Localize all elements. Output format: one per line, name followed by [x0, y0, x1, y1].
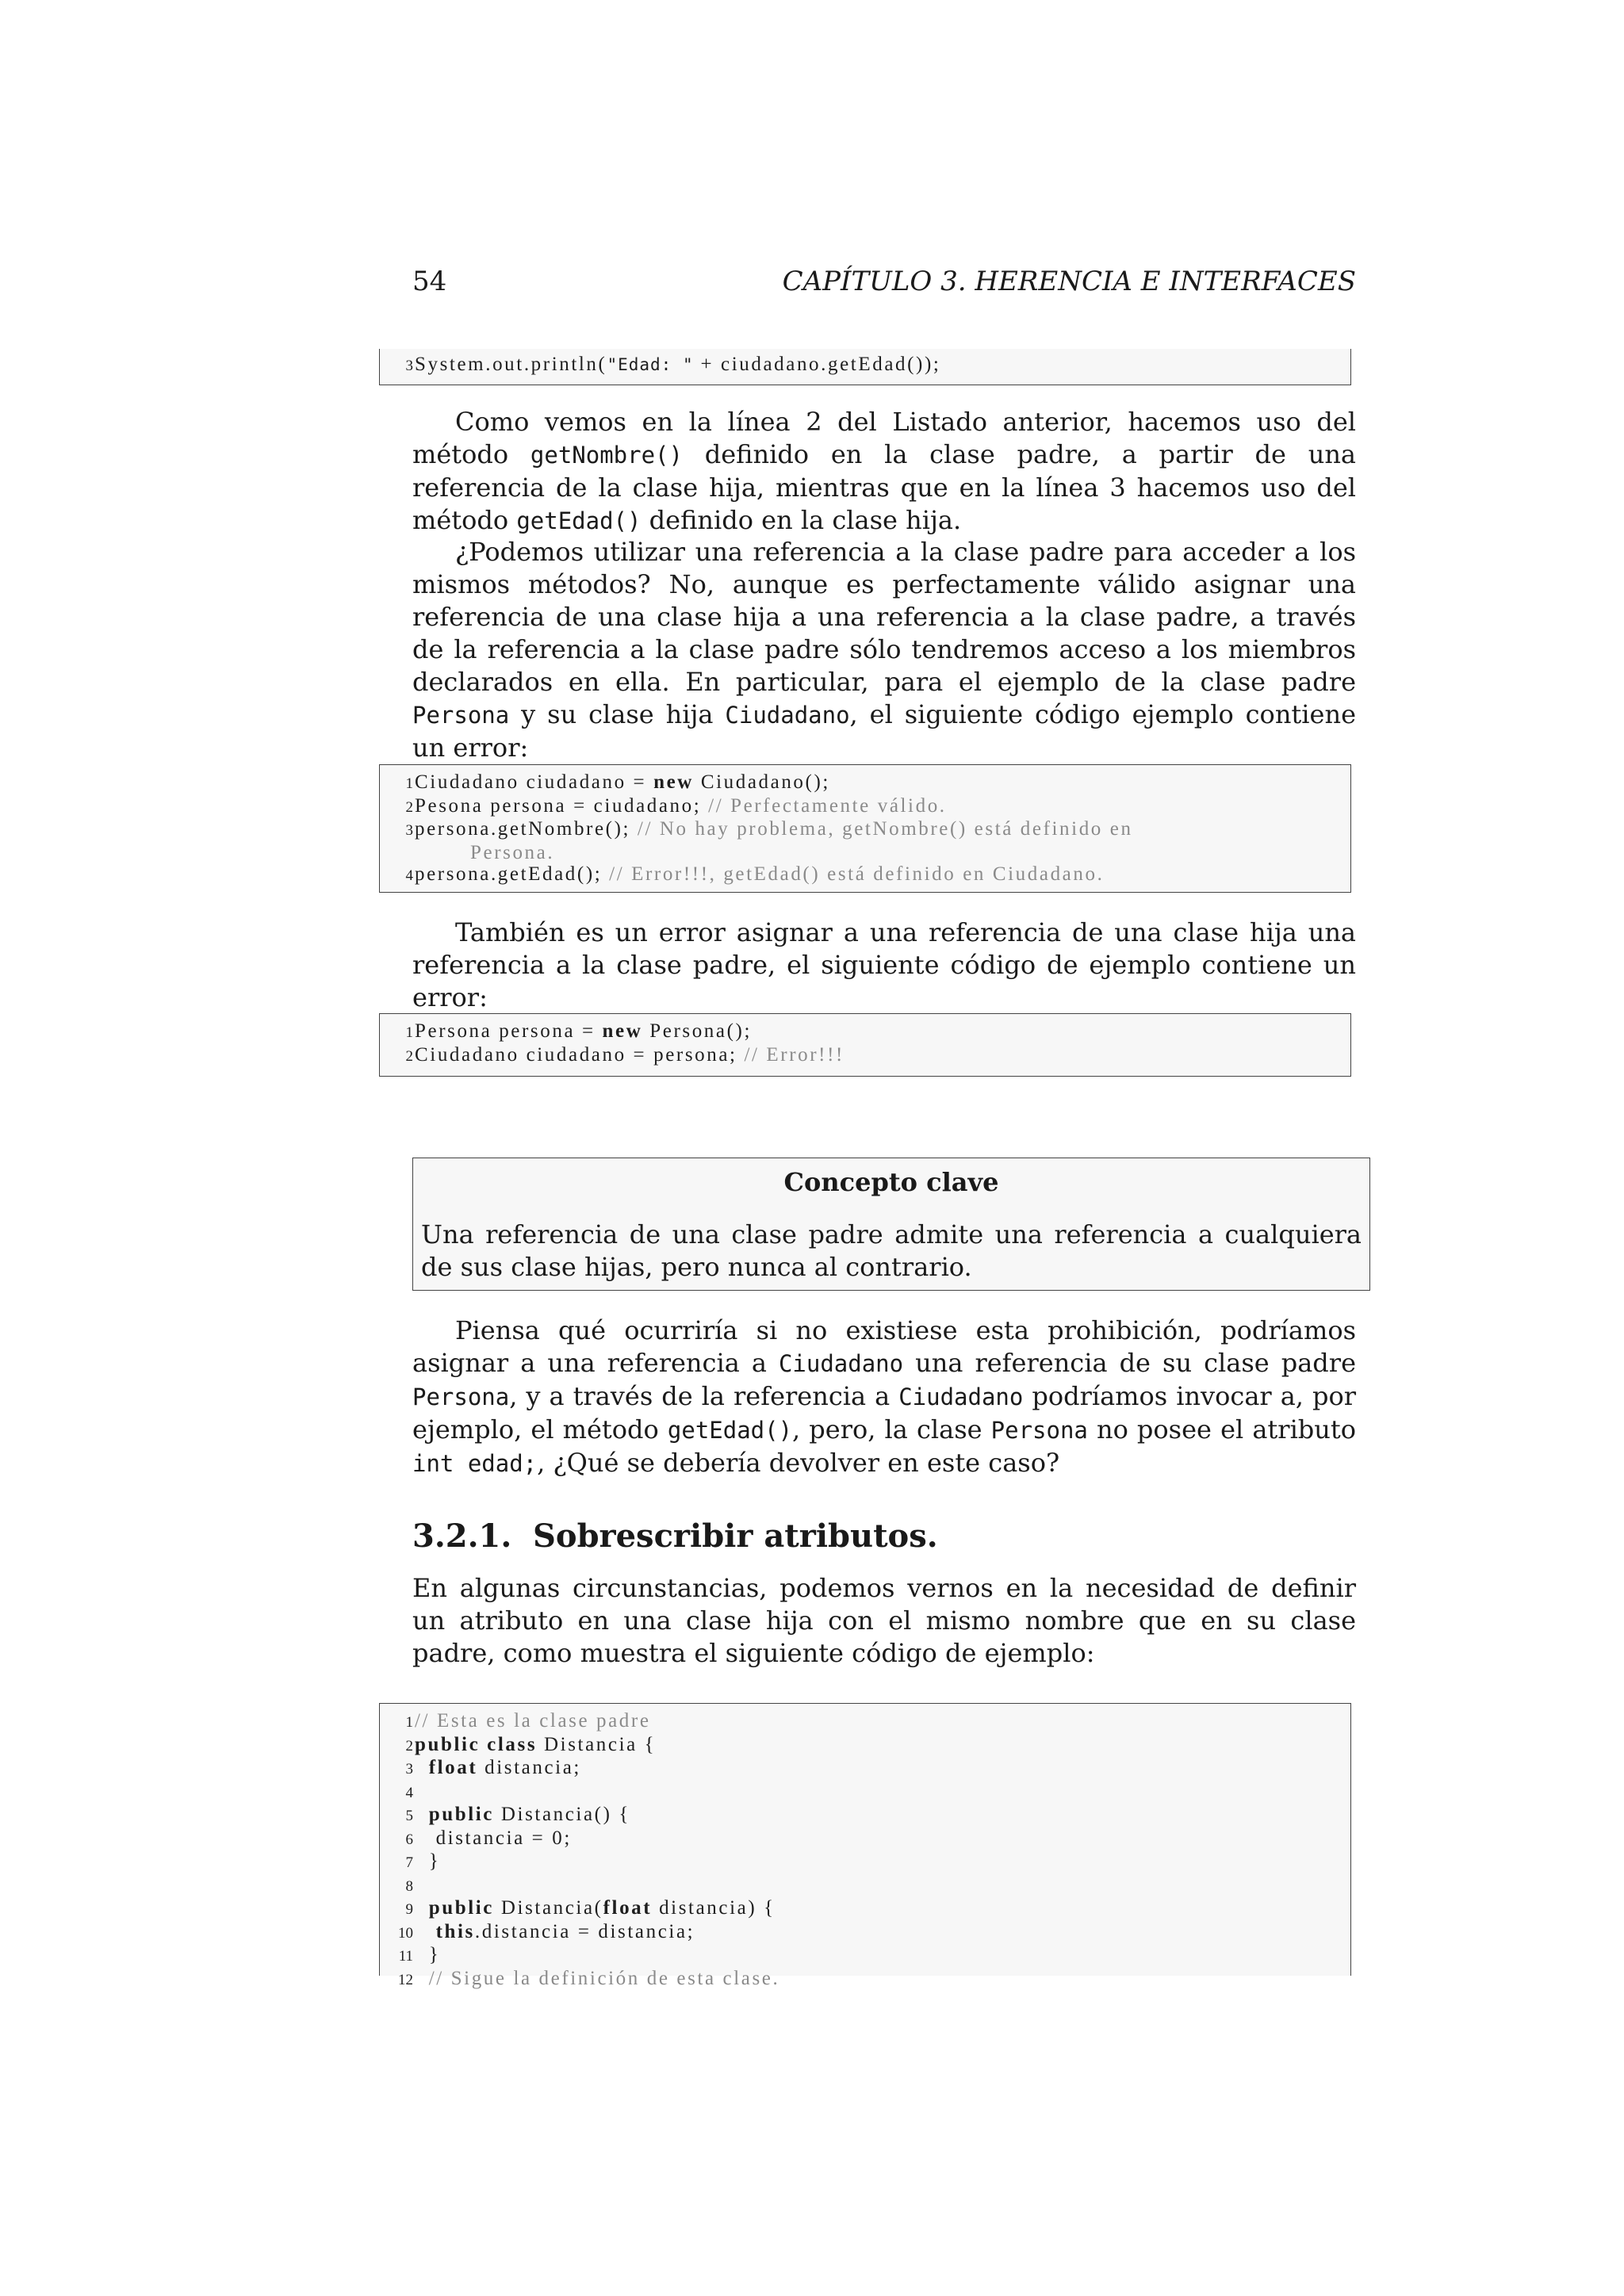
- code-line: 9 public Distancia(float distancia) {: [405, 1897, 776, 1919]
- section-heading: [412, 1514, 1356, 1559]
- code-listing: [379, 1703, 1351, 1989]
- code-line: 2Pesona persona = ciudadano; // Perfectamente válido.: [405, 794, 947, 817]
- code-line: 5 public Distancia() {: [405, 1804, 630, 1825]
- section-title: Sobrescribir atributos.: [533, 1517, 938, 1555]
- code-line: 1Persona persona = new Persona();: [405, 1020, 753, 1042]
- code-listing: [379, 764, 1351, 893]
- page-header: [412, 262, 1356, 301]
- key-concept-box: [412, 1158, 1370, 1291]
- code-line: 2public class Distancia {: [405, 1733, 657, 1755]
- code-line: 4: [405, 1784, 413, 1801]
- section-number: 3.2.1.: [412, 1517, 512, 1555]
- page-number: 54: [412, 266, 447, 297]
- code-line: 7 }: [405, 1850, 441, 1872]
- code-line: 12 // Sigue la definición de esta clase.: [398, 1967, 780, 1989]
- code-line: 3System.out.println("Edad: " + ciudadano.getEdad());: [405, 354, 941, 375]
- chapter-title: CAPÍTULO 3. HERENCIA E INTERFACES: [782, 266, 1356, 297]
- code-line: 2Ciudadano ciudadano = persona; // Error!!!: [405, 1043, 845, 1066]
- code-line: 8: [405, 1877, 413, 1895]
- code-line: 11 }: [398, 1944, 441, 1965]
- paragraph: En algunas circunstancias, podemos vernos en la necesidad de definir un atributo en una clase hija con el mismo nombre que en su clase padre, como muestra el siguiente código de ejemplo:: [412, 1573, 1356, 1668]
- code-line-wrap: Persona.: [470, 841, 555, 863]
- key-concept-text: Una referencia de una clase padre admite una referencia a cualquiera de sus clase hijas, pero nunca al contrario.: [421, 1219, 1362, 1282]
- code-listing-continued: [379, 349, 1351, 385]
- code-line: 1// Esta es la clase padre: [405, 1710, 651, 1732]
- key-concept-title: Concepto clave: [783, 1167, 999, 1197]
- code-line: 3persona.getNombre(); // No hay problema, getNombre() está definido en: [405, 818, 1133, 840]
- paragraph: Como vemos en la línea 2 del Listado anterior, hacemos uso del método getNombre() definido en la clase padre, a partir de una referencia de la clase hija, mientras que en la línea 3 hacemos uso del método getEdad() definido en la clase hija.: [412, 407, 1357, 535]
- paragraph: Piensa qué ocurriría si no existiese esta prohibición, podríamos asignar a una referencia a Ciudadano una referencia de su clase padre Persona, y a través de la referencia a Ciudadano podríamos invocar a, por ejemplo, el método getEdad(), pero, la clase Persona no posee el atributo int edad;, ¿Qué se debería devolver en este caso?: [412, 1315, 1357, 1478]
- code-listing: [379, 1013, 1351, 1077]
- paragraph: También es un error asignar a una referencia de una clase hija una referencia a la clase padre, el siguiente código de ejemplo contiene un error:: [412, 917, 1356, 1012]
- code-line: 3 float distancia;: [405, 1757, 581, 1778]
- code-line: 4persona.getEdad(); // Error!!!, getEdad() está definido en Ciudadano.: [405, 863, 1105, 885]
- code-line: 10 this.distancia = distancia;: [398, 1920, 695, 1942]
- paragraph: ¿Podemos utilizar una referencia a la clase padre para acceder a los mismos métodos? No, aunque es perfectamente válido asignar una referencia de una clase hija a una referencia a la clase padre, a través de la referencia a la clase padre sólo tendremos acceso a los miembros declarados en ella. En particular, para el ejemplo de la clase padre Persona y su clase hija Ciudadano, el siguiente código ejemplo contiene un error:: [412, 537, 1357, 763]
- code-line: 6 distancia = 0;: [405, 1827, 572, 1849]
- code-line: 1Ciudadano ciudadano = new Ciudadano();: [405, 771, 830, 793]
